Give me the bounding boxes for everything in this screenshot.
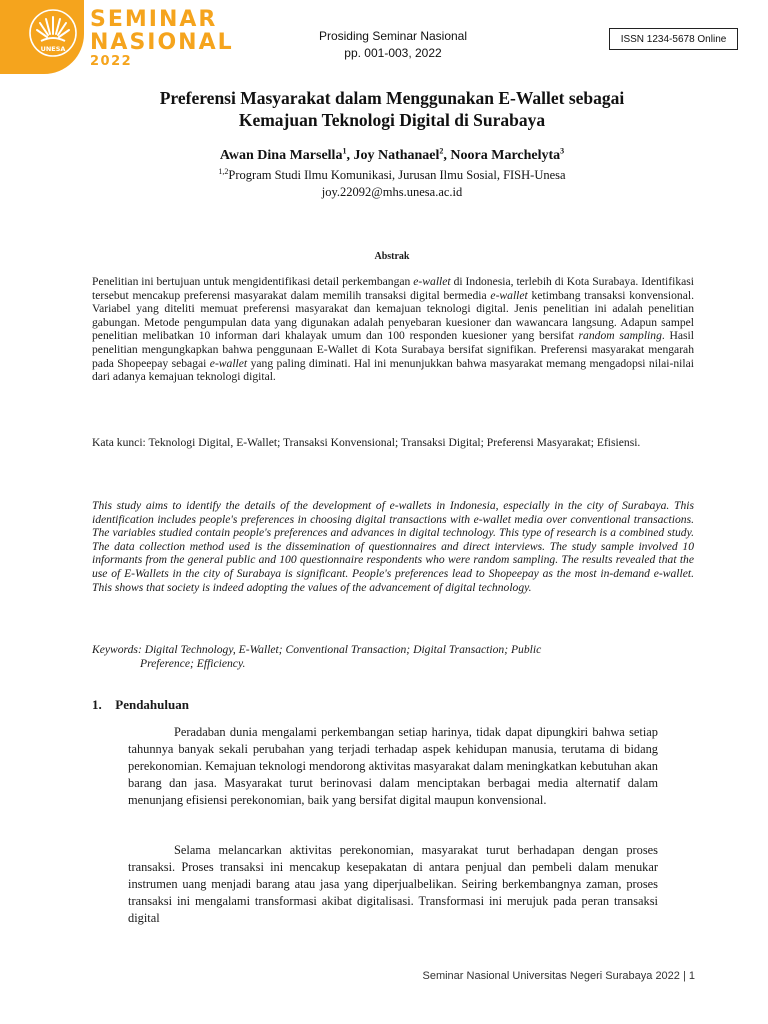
author-sup: 1 — [342, 146, 347, 156]
abstract-indonesian — [92, 275, 694, 384]
affiliation-sup: 1,2 — [218, 166, 229, 176]
author-separator: , — [346, 148, 354, 163]
body-paragraph-1 — [128, 724, 658, 809]
issn-badge: ISSN 1234-5678 Online — [609, 28, 738, 50]
logo-year: 2022 — [90, 54, 133, 69]
seminar-logo — [0, 0, 232, 74]
affiliation-text: Program Studi Ilmu Komunikasi, Jurusan Ilmu Sosial, FISH-Unesa — [228, 168, 566, 182]
unesa-seal-icon — [28, 8, 78, 58]
italic-term: e-wallet — [490, 288, 528, 302]
seal-label: UNESA — [40, 45, 66, 53]
title-line-2: Kemajuan Teknologi Digital di Surabaya — [238, 110, 546, 130]
abstract-text: ketimbang transaksi konvensional. Variabel yang diteliti memuat preferensi masyarakat dan kemajuan teknologi digital. Jenis penelitian ini adalah penelitian gabungan. Metode pengumpulan data yang digunakan adalah penyebaran kuesioner dan wawancara langsung. Adapun sampel penelitian melibatkan 10 informan dari khalayak umum dan 100 responden kuesioner yang bersifat — [92, 288, 694, 343]
page-footer: Seminar Nasional Universitas Negeri Surabaya 2022 | 1 — [422, 970, 695, 982]
author-email: joy.22092@mhs.unesa.ac.id — [321, 185, 463, 199]
journal-header — [280, 28, 506, 62]
logo-line1: SEMINAR — [90, 7, 218, 32]
italic-term: random sampling — [578, 329, 662, 343]
body-paragraph-1-text: Peradaban dunia mengalami perkembangan setiap harinya, tidak dapat dipungkiri bahwa setiap tahunnya banyak sekali perubahan yang terjadi terhadap aspek kehidupan manusia, terutama di bidang perekonomian. Kemajuan teknologi mendorong aktivitas masyarakat dalam meningkatkan kebutuhan akan barang dan jasa. Masyarakat turut berinovasi dalam menciptakan berbagai media alternatif dalam menunjang efisiensi perekonomian, baik yang bersifat digital maupun konvensional. — [128, 725, 658, 807]
italic-term: e-wallet — [413, 275, 451, 288]
abstract-text: . Hasil penelitian mengungkapkan bahwa penggunaan E-Wallet di Kota Surabaya bersifat signifikan. Preferensi masyarakat mengarah pada Shopeepay sebagai — [92, 329, 694, 370]
keywords-en-line-1: Keywords: Digital Technology, E-Wallet; Conventional Transaction; Digital Transaction; Public — [92, 643, 542, 656]
abstract-text: Penelitian ini bertujuan untuk mengidentifikasi detail perkembangan — [92, 275, 414, 288]
section-heading — [92, 697, 189, 713]
keywords-en-line-2: Preference; Efficiency. — [140, 656, 246, 670]
keywords-indonesian: Kata kunci: Teknologi Digital, E-Wallet; Transaksi Konvensional; Transaksi Digital; Preferensi Masyarakat; Efisiensi. — [92, 436, 641, 449]
author-name: Awan Dina Marsella — [219, 148, 343, 163]
author-sup: 2 — [439, 146, 444, 156]
author-list — [92, 147, 692, 165]
author-name: Joy Nathanael — [353, 148, 440, 163]
section-number: 1. — [92, 697, 102, 712]
journal-name: Prosiding Seminar Nasional — [318, 29, 468, 43]
body-paragraph-2-text: Selama melancarkan aktivitas perekonomian, masyarakat turut berhadapan dengan proses transaksi. Proses transaksi ini mencakup kesepakatan di antara penjual dan pembeli dalam menukar instrumen uang menjadi barang atau jasa yang diperjualbelikan. Seiring berkembangnya zaman, proses transaksi ini mengalami transformasi akibat digitalisasi. Transformasi ini merujuk pada peran transaksi digital — [128, 843, 658, 925]
section-title: Pendahuluan — [115, 697, 189, 712]
paper-title — [92, 87, 692, 131]
abstract-english: This study aims to identify the details of the development of e-wallets in Indonesia, especially in the city of Surabaya. This identification includes people's preferences in choosing digital transactions with e-wallet media over conventional transactions. The variables studied contain people's preferences and advances in digital technology. This type of research is a combined study. The data collection method used is the dissemination of questionnaires and direct interviews. The study sample involved 10 informants from the general public and 100 questionnaire respondents who were random sampling. The results revealed that the use of E-Wallets in the city of Surabaya is significant. People's preferences lead to Shopeepay as the most in-demand e-wallet. This shows that society is indeed adopting the values of the advancement of digital technology. — [92, 499, 694, 594]
affiliation — [92, 167, 692, 183]
abstract-heading: Abstrak — [374, 251, 410, 262]
author-name: Noora Marchelyta — [450, 148, 561, 163]
logo-wordmark — [90, 9, 234, 68]
italic-term: e-wallet — [209, 356, 248, 370]
author-sup: 3 — [560, 146, 565, 156]
journal-pages: pp. 001-003, 2022 — [344, 46, 442, 60]
abstract-text: yang paling diminati. Hal ini menunjukkan bahwa masyarakat memang mengadopsi nilai-nilai dari adanya kemajuan teknologi digital. — [92, 356, 694, 384]
keywords-english — [92, 643, 694, 670]
title-line-1: Preferensi Masyarakat dalam Menggunakan E-Wallet sebagai — [159, 88, 625, 108]
abstract-text: di Indonesia, terlebih di Kota Surabaya. Identifikasi tersebut mencakup preferensi masyarakat dalam memilih transaksi digital bermedia — [92, 275, 694, 302]
logo-line2: NASIONAL — [90, 30, 234, 55]
author-separator: , — [443, 148, 451, 163]
body-paragraph-2 — [128, 842, 658, 927]
